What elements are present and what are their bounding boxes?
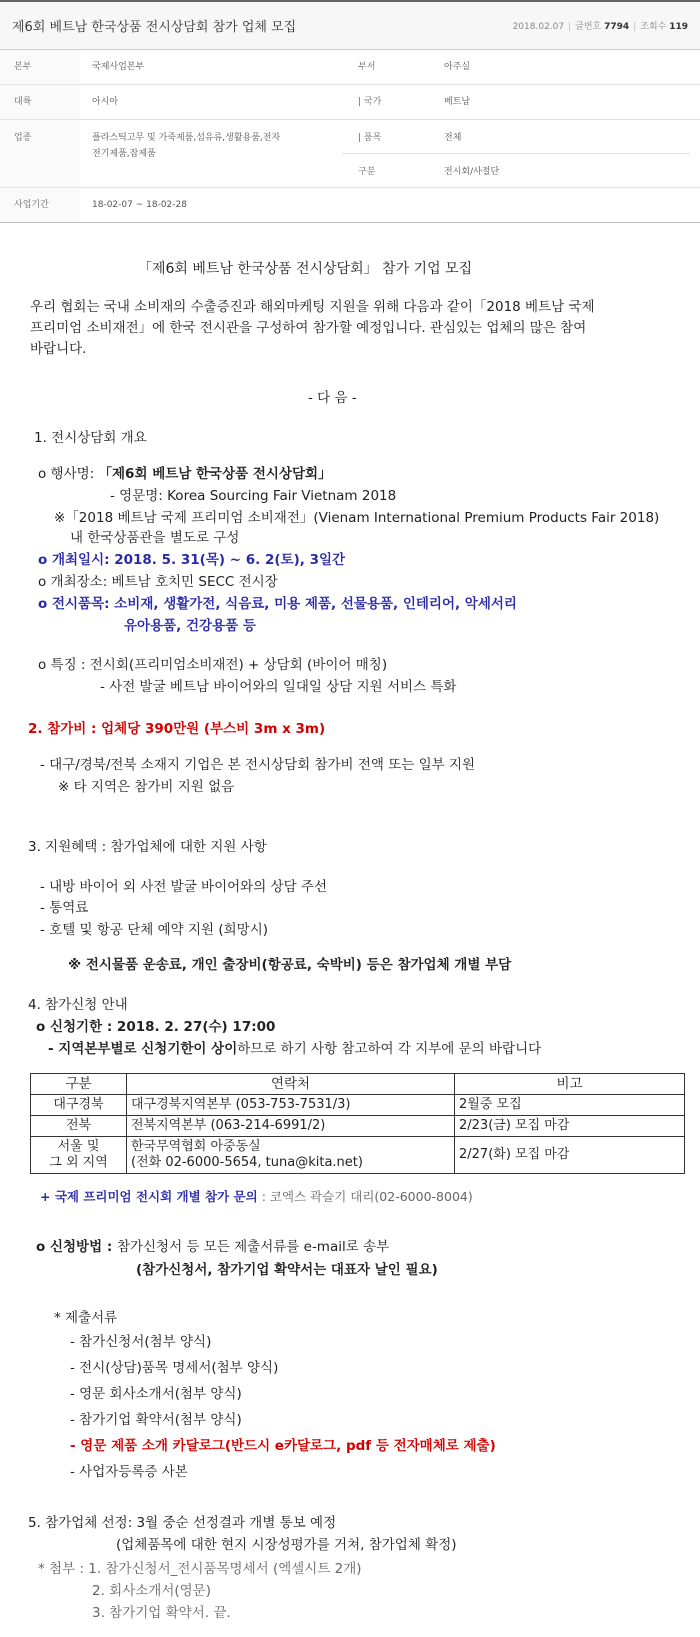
empty-cell [432,188,700,222]
info-table [0,50,700,223]
table-cell: 대구경북 [31,1095,127,1116]
event-feature: - 사전 발굴 베트남 바이어와의 일대일 상담 지원 서비스 특화 [100,679,457,695]
intro-line: 프리미엄 소비재전」에 한국 전시관을 구성하여 참가할 예정입니다. 관심있는 업체의 많은 참여 [30,320,587,336]
apply-method-note: (참가신청서, 참가기업 확약서는 대표자 날인 필요) [136,1262,438,1278]
apply-method [36,1235,389,1255]
table-cell: 2월중 모집 [455,1095,685,1116]
country-label: | 국가 [358,97,382,107]
table-row [31,1137,685,1174]
country-value: 베트남 [444,97,471,107]
table-cell: 2/27(화) 모집 마감 [455,1137,685,1174]
post-body [0,223,700,1637]
type-value: 전시회/사절단 [444,166,500,177]
division-value: 아주실 [444,62,471,72]
event-feature: o 특징 : 전시회(프리미엄소비재전) + 상담회 (바이어 매칭) [38,657,388,673]
event-name-value: 「제6회 베트남 한국상품 전시상담회」 [98,466,332,482]
cell-line: 한국무역협회 아중동실 [131,1139,261,1154]
apply-method-text: 참가신청서 등 모든 제출서류를 e-mail로 송부 [116,1239,390,1255]
item-label: | 품목 [358,132,382,143]
event-name-label: o 행사명: [38,466,99,482]
event-note: 내 한국상품관을 별도로 구성 [70,530,240,546]
section-3-title: 3. 지원혜택 : 참가업체에 대한 지원 사항 [28,839,267,855]
period-value: 18-02-07 ~ 18-02-28 [92,200,187,210]
item-value: 전체 [444,132,462,143]
apply-deadline: o 신청기한 : 2018. 2. 27(수) 17:00 [36,1019,276,1035]
post-no-label: 글번호 [575,22,602,32]
table-row [31,1095,685,1116]
info-right-column [342,120,690,187]
contact-table [30,1073,685,1174]
apply-method-label: o 신청방법 : [36,1239,117,1255]
premium-inquiry-contact: : 코엑스 곽슬기 대리(02-6000-8004) [257,1189,473,1204]
daum-marker: - 다 음 - [308,390,357,406]
benefit-item: - 내방 바이어 외 사전 발굴 바이어와의 상담 주선 [40,879,327,895]
table-header: 연락처 [127,1074,455,1095]
views-label: 조회수 [640,22,667,32]
info-row [0,120,700,188]
event-date: o 개최일시: 2018. 5. 31(목) ~ 6. 2(토), 3일간 [38,552,346,568]
table-cell: 대구경북지역본부 (053-753-7531/3) [127,1095,455,1116]
body-heading: 「제6회 베트남 한국상품 전시상담회」 참가 기업 모집 [138,261,473,277]
benefit-item: - 호텔 및 항공 단체 예약 지원 (희망시) [40,922,269,938]
industry-line: 전기제품,잡제품 [92,149,156,159]
cell-line: (전화 02-6000-5654, tuna@kita.net) [131,1155,363,1170]
table-header: 비고 [455,1074,685,1095]
division-label: 부서 [358,62,376,72]
post-title: 제6회 베트남 한국상품 전시상담회 참가 업체 모집 [12,20,297,35]
industry-label: 업종 [0,120,80,187]
intro-line: 바랍니다. [30,341,87,357]
dept-label: 본부 [0,50,80,84]
empty-cell [342,188,432,222]
post-no: 7794 [604,22,630,32]
item-row [342,120,690,154]
apply-region-note [48,1037,541,1057]
section-5-note: (업체품목에 대한 현지 시장성평가를 거쳐, 참가업체 확정) [116,1537,457,1553]
event-items: o 전시품목: 소비재, 생활가전, 식음료, 미용 제품, 선물용품, 인테리어, 악세서리 [38,596,517,612]
section-4-title: 4. 참가신청 안내 [28,997,128,1013]
post-meta: 2018.02.07 | 글번호 7794 | 조회수 119 [512,22,688,32]
attachment-line: 2. 회사소개서(영문) [92,1583,211,1599]
doc-item: - 참가신청서(첨부 양식) [70,1334,212,1350]
event-note: ※「2018 베트남 국제 프리미엄 소비재전」(Vienam International Premium Products Fair 2018) [54,510,660,526]
fee-note: ※ 타 지역은 참가비 지원 없음 [58,779,235,795]
type-label: 구분 [358,166,376,177]
section-2-title: 2. 참가비 : 업체당 390만원 (부스비 3m x 3m) [28,721,326,737]
views-count: 119 [669,22,688,32]
intro-line: 우리 협회는 국내 소비재의 수출증진과 해외마케팅 지원을 위해 다음과 같이「2018 베트남 국제 [30,299,595,315]
premium-inquiry [40,1187,473,1205]
table-cell [127,1137,455,1174]
table-cell: 2/23(금) 모집 마감 [455,1116,685,1137]
table-row [31,1116,685,1137]
section-1-title: 1. 전시상담회 개요 [34,430,147,446]
table-cell [31,1137,127,1174]
cell-line: 서울 및 [57,1139,100,1154]
type-row [342,154,690,188]
post-header [0,0,700,50]
docs-title: * 제출서류 [54,1310,118,1326]
benefit-item: - 통역료 [40,900,89,916]
event-venue: o 개최장소: 베트남 호치민 SECC 전시장 [38,574,278,590]
doc-item: - 영문 제품 소개 카달로그(반드시 e카달로그, pdf 등 전자매체로 제출) [70,1438,496,1454]
attachment-line: 3. 참가기업 확약서. 끝. [92,1605,231,1621]
info-row [0,188,700,223]
table-header: 구분 [31,1074,127,1095]
table-cell: 전북지역본부 (063-214-6991/2) [127,1116,455,1137]
dept-value: 국제사업본부 [92,62,145,72]
region-value: 아시아 [92,97,119,107]
cell-line: 그 외 지역 [49,1155,108,1170]
region-note-bold: - 지역본부별로 신청기한이 상이 [48,1041,238,1057]
fee-support: - 대구/경북/전북 소재지 기업은 본 전시상담회 참가비 전액 또는 일부 지원 [40,757,476,773]
premium-inquiry-label: + 국제 프리미엄 전시회 개별 참가 문의 [40,1189,258,1204]
table-cell: 전북 [31,1116,127,1137]
industry-value [80,120,342,187]
event-name [38,462,332,482]
doc-item: - 참가기업 확약서(첨부 양식) [70,1412,242,1428]
event-items: 유아용품, 건강용품 등 [124,618,256,634]
period-label: 사업기간 [0,188,80,222]
doc-item: - 영문 회사소개서(첨부 양식) [70,1386,242,1402]
doc-item: - 전시(상담)품목 명세서(첨부 양식) [70,1360,279,1376]
event-eng-name: - 영문명: Korea Sourcing Fair Vietnam 2018 [110,488,397,504]
info-row [0,85,700,120]
section-5-title: 5. 참가업체 선정: 3월 중순 선정결과 개별 통보 예정 [28,1515,337,1531]
region-label: 대륙 [0,85,80,119]
benefit-note: ※ 전시물품 운송료, 개인 출장비(항공료, 숙박비) 등은 참가업체 개별 부담 [68,957,512,973]
post-date: 2018.02.07 [512,22,565,32]
info-row [0,50,700,85]
region-note-text: 하므로 하기 사항 참고하여 각 지부에 문의 바랍니다 [237,1041,542,1057]
table-header-row [31,1074,685,1095]
doc-item: - 사업자등록증 사본 [70,1464,188,1480]
attachment-line: * 첨부 : 1. 참가신청서_전시품목명세서 (엑셀시트 2개) [38,1561,362,1577]
industry-line: 플라스틱고무 및 가죽제품,섬유류,생활용품,전자 [92,133,281,143]
